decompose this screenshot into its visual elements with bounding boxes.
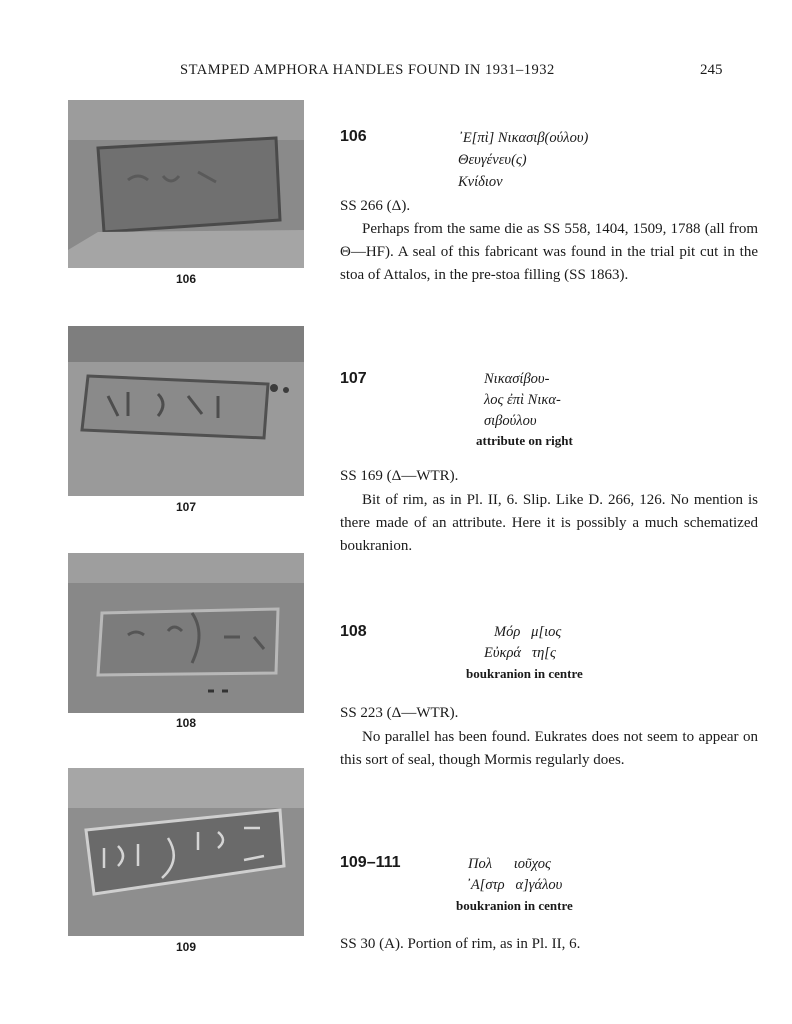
entry-number-107: 107 [340,370,367,387]
page-number: 245 [700,62,723,78]
photo-caption-109: 109 [176,940,197,954]
photo-caption-108: 108 [176,716,197,730]
inscription-109-line-1: Πολ ιοῦχος [468,856,551,872]
reference-106: SS 266 (Δ). [340,198,411,214]
reference-107: SS 169 (Δ—WTR). [340,468,459,484]
inscription-106-line-1: ᾿Ε[πὶ] Νικασιβ(ούλου) [458,130,589,146]
entry-number-108: 108 [340,623,367,640]
note-109: boukranion in centre [456,898,573,913]
inscription-106-line-3: Κνίδιον [458,174,503,190]
entry-number-106: 106 [340,128,367,145]
stamp-photo-108 [68,553,304,713]
commentary-106: Perhaps from the same die as SS 558, 1404, 1509, 1788 (all from Θ—HF). A seal of this fabricant was found in the trial pit cut in the stoa of Attalos, in the pre-stoa filling (SS 1863). [340,221,758,283]
stamp-photo-106 [68,100,304,268]
inscription-107-line-3: σιβούλου [484,413,537,429]
photo-caption-107: 107 [176,500,197,514]
stamp-photo-109 [68,768,304,936]
inscription-108-line-1: Μόρ μ[ιος [494,624,562,640]
commentary-107: Bit of rim, as in Pl. II, 6. Slip. Like D. 266, 126. No mention is there made of an attribute. Here it is possibly a much schematized boukranion. [340,492,758,554]
inscription-107-line-2: λος ἐπὶ Νικα- [484,392,561,408]
inscription-109-line-2: ᾿Α[στρ α]γάλου [466,877,563,893]
stamp-photo-107 [68,326,304,496]
entry-number-109-111: 109–111 [340,854,401,871]
inscription-106-line-2: Θευγένευ(ς) [458,152,527,168]
reference-108: SS 223 (Δ—WTR). [340,705,459,721]
commentary-109: SS 30 (A). Portion of rim, as in Pl. II, 6. [340,936,581,952]
note-107: attribute on right [476,433,573,448]
commentary-108: No parallel has been found. Eukrates does not seem to appear on this sort of seal, though Mormis regularly does. [340,729,758,768]
photo-caption-106: 106 [176,272,197,286]
inscription-107-line-1: Νικασίβου- [484,371,550,387]
inscription-108-line-2: Εὐκρά τη[ς [484,645,556,661]
running-head: STAMPED AMPHORA HANDLES FOUND IN 1931–1932 [180,62,555,78]
note-108: boukranion in centre [466,666,583,681]
